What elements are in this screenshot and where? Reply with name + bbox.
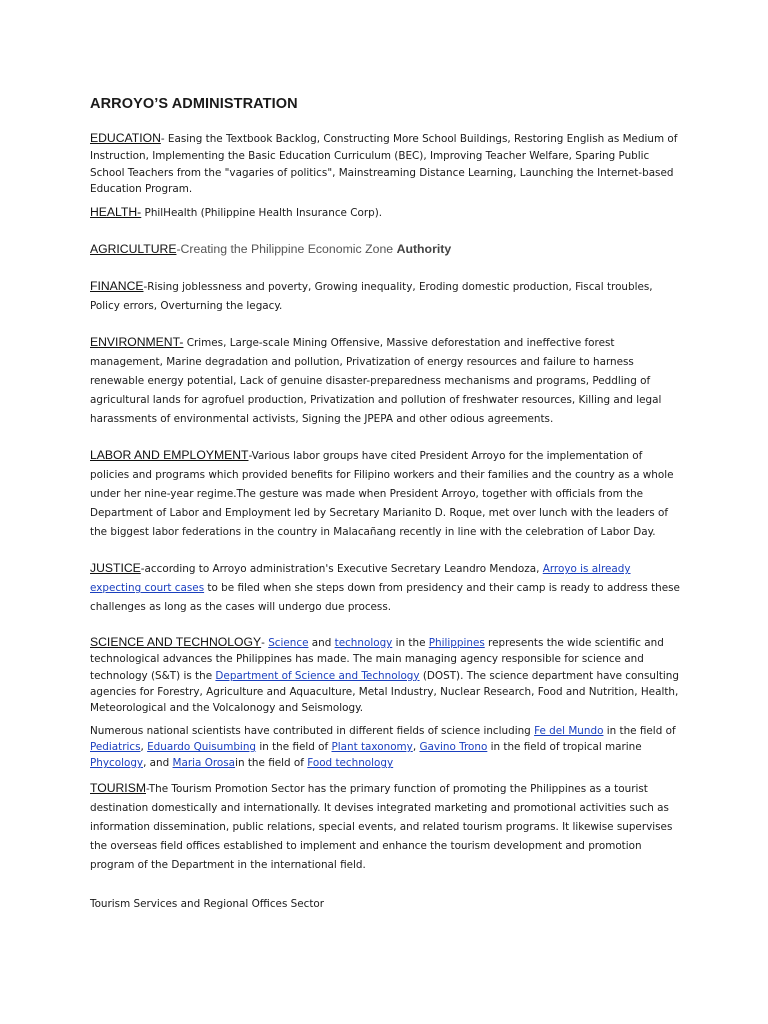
education-text: - Easing the Textbook Backlog, Constructing More School Buildings, Restoring English as Medium of Instruction, Implementing the Basic Education Curriculum (BEC), Improving Teacher Welfare, Sparing Public School Teachers from the "vagaries of politics", Mainstreaming Distance Learning, Launching the Internet-based Education Program.	[90, 133, 678, 196]
science-text-3: in the	[392, 637, 429, 650]
page-title: ARROYO’S ADMINISTRATION	[90, 96, 298, 112]
phycology-link[interactable]: Phycology	[90, 757, 144, 770]
finance-heading: FINANCE	[90, 279, 144, 294]
science-heading: SCIENCE AND TECHNOLOGY	[90, 635, 262, 650]
labor-heading: LABOR AND EMPLOYMENT	[90, 448, 249, 463]
philippines-link[interactable]: Philippines	[428, 637, 485, 650]
agriculture-section	[90, 240, 684, 260]
technology-link[interactable]: technology	[334, 637, 393, 650]
scientists-text-7: , and	[143, 757, 173, 770]
labor-section	[90, 446, 684, 542]
agriculture-bold-text: Authority	[396, 242, 452, 257]
tourism-services-text: Tourism Services and Regional Offices Sector	[90, 897, 325, 910]
agriculture-text: -Creating the Philippine Economic Zone	[176, 242, 397, 257]
pediatrics-link[interactable]: Pediatrics	[90, 740, 141, 753]
justice-section	[90, 559, 684, 617]
justice-text-1: -according to Arroyo administration's Executive Secretary Leandro Mendoza,	[140, 563, 543, 576]
court-cases-link[interactable]: Arroyo is already expecting court cases	[90, 563, 631, 595]
environment-section	[90, 333, 684, 429]
scientists-text-4: in the field of	[256, 740, 332, 753]
scientists-text-2: in the field of	[603, 724, 676, 737]
scientists-text-8: in the field of	[235, 757, 308, 770]
science-section	[90, 634, 684, 716]
finance-section	[90, 277, 684, 316]
environment-heading: ENVIRONMENT-	[90, 335, 184, 350]
health-section	[90, 203, 684, 223]
scientists-paragraph	[90, 723, 684, 772]
education-section	[90, 130, 684, 198]
tourism-text: -The Tourism Promotion Sector has the primary function of promoting the Philippines as a tourist destination domestically and internationally. It devises integrated marketing and promotional activities such as information dissemination, public relations, special events, and related tourism programs. It likewise supervises the overseas field offices established to implement and enhance the tourism development and promotion program of the Department in the international field.	[90, 782, 673, 871]
food-technology-link[interactable]: Food technology	[307, 757, 394, 770]
agriculture-heading: AGRICULTURE	[90, 242, 177, 257]
gavino-trono-link[interactable]: Gavino Trono	[419, 740, 488, 753]
justice-heading: JUSTICE	[90, 561, 141, 576]
justice-text-2: to be filed when she steps down from presidency and their camp is ready to address these challenges as long as the cases will undergo due process.	[90, 582, 680, 614]
scientists-text-3: ,	[140, 740, 148, 753]
science-text-5: (DOST). The science department have consulting agencies for Forestry, Agriculture and Aquaculture, Metal Industry, Nuclear Research, Food and Nutrition, Health, Meteorological and the Volcalonogy and Seismology.	[90, 669, 679, 715]
environment-text: Crimes, Large-scale Mining Offensive, Massive deforestation and ineffective forest management, Marine degradation and pollution, Privatization of energy resources and failure to harness renewable energy potential, Lack of genuine disaster-preparedness mechanisms and programs, Peddling of agricultural lands for agrofuel production, Privatization and pollution of freshwater resources, Killing and legal harassments of environmental activists, Signing the JPEPA and other odious agreements.	[90, 337, 662, 426]
health-heading: HEALTH-	[90, 205, 142, 220]
fe-del-mundo-link[interactable]: Fe del Mundo	[534, 724, 604, 737]
maria-orosa-link[interactable]: Maria Orosa	[172, 757, 236, 770]
scientists-text-6: in the field of tropical marine	[487, 740, 642, 753]
tourism-services-line	[90, 895, 684, 914]
scientists-text-1: Numerous national scientists have contributed in different fields of science including	[90, 724, 535, 737]
dost-link[interactable]: Department of Science and Technology	[215, 669, 420, 682]
health-text: PhilHealth (Philippine Health Insurance Corp).	[141, 207, 383, 220]
finance-text: -Rising joblessness and poverty, Growing inequality, Eroding domestic production, Fiscal troubles, Policy errors, Overturning the legacy.	[90, 281, 653, 313]
scientists-text-5: ,	[412, 740, 420, 753]
eduardo-quisumbing-link[interactable]: Eduardo Quisumbing	[147, 740, 257, 753]
tourism-heading: TOURISM	[90, 780, 146, 795]
tourism-section	[90, 779, 684, 875]
education-heading: EDUCATION	[90, 131, 161, 145]
labor-text: -Various labor groups have cited President Arroyo for the implementation of policies and programs which provided benefits for Filipino workers and their families and the country as a whole under her nine-year regime.The gesture was made when President Arroyo, together with officials from the Department of Labor and Employment led by Secretary Marianito D. Roque, met over lunch with the leaders of the biggest labor federations in the country in Malacañang recently in line with the celebration of Labor Day.	[90, 450, 674, 539]
science-text-4: represents the wide scientific and technological advances the Philippines has made. The main managing agency responsible for science and technology (S&T) is the	[90, 637, 664, 682]
science-link[interactable]: Science	[268, 637, 309, 650]
plant-taxonomy-link[interactable]: Plant taxonomy	[331, 740, 413, 753]
science-text-2: and	[308, 637, 335, 650]
science-text-1: -	[261, 637, 269, 650]
